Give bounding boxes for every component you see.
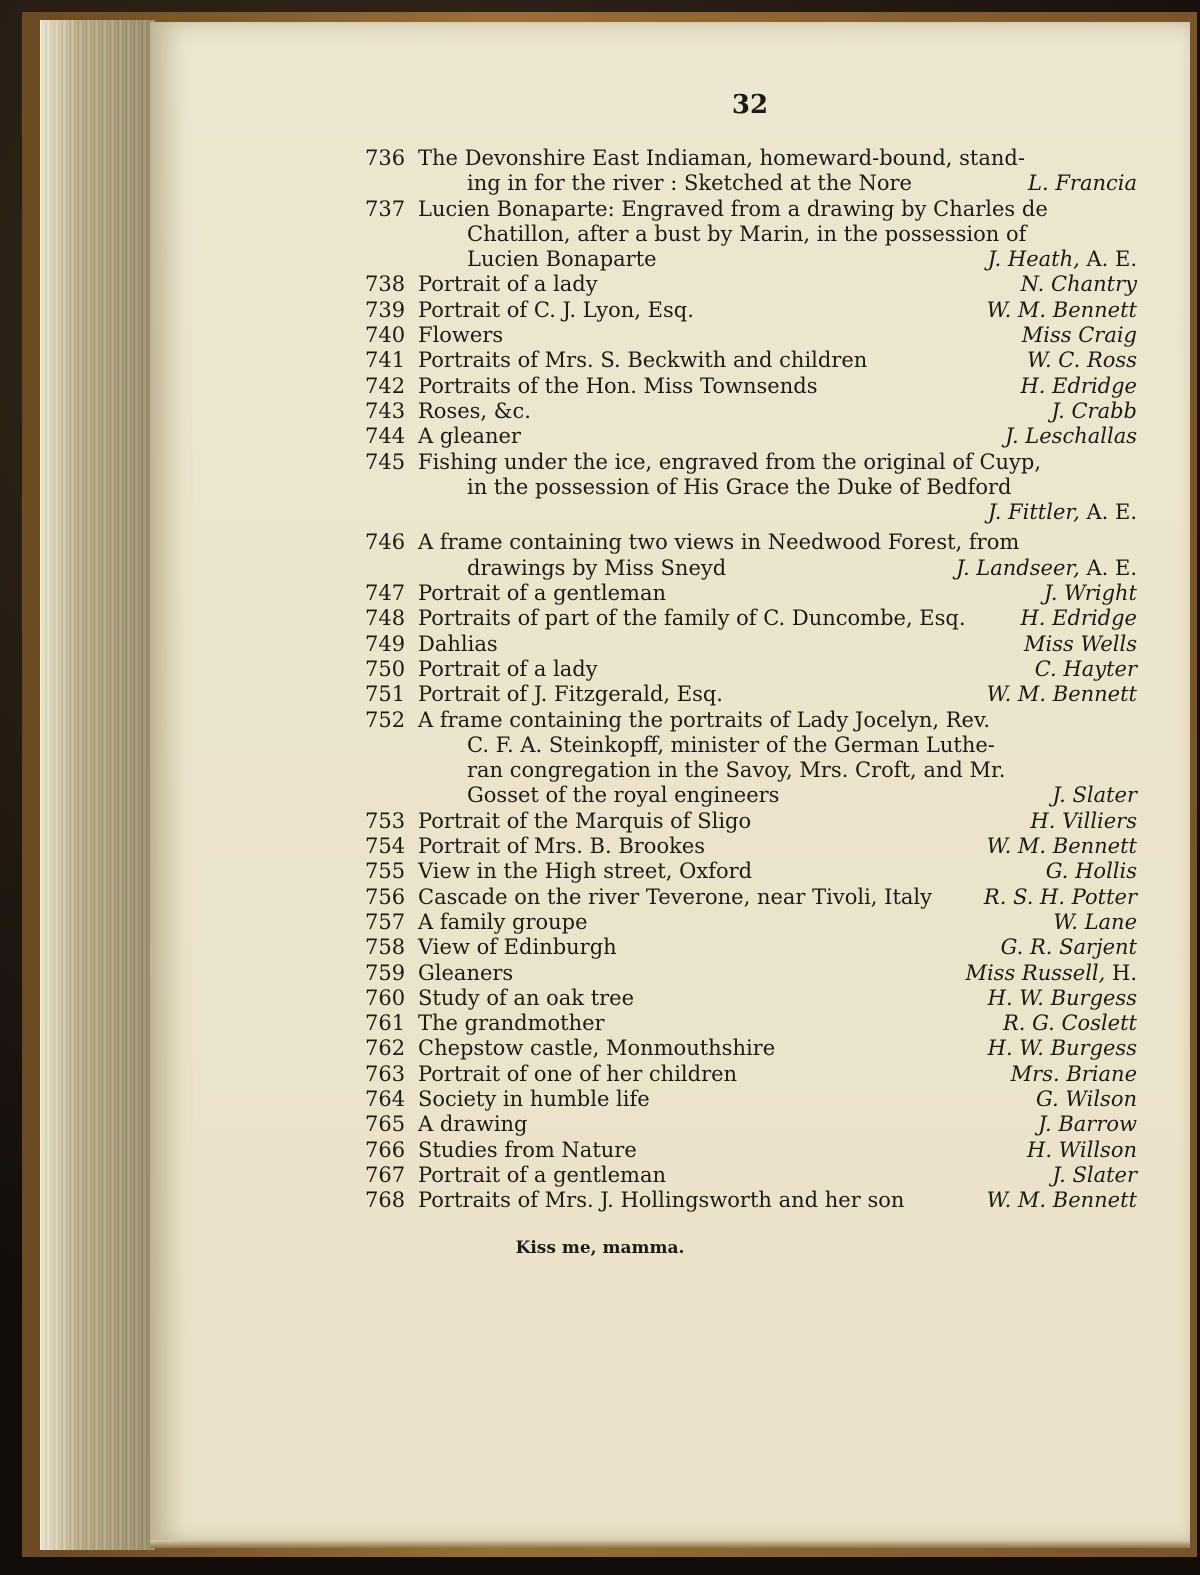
entry-number: 753 (365, 808, 406, 833)
catalogue-entry (365, 986, 1137, 1011)
catalogue-entry (365, 910, 1137, 935)
entry-title: Portrait of the Marquis of Sligo (418, 808, 752, 833)
entry-number: 760 (365, 985, 406, 1010)
entry-title: Portrait of C. J. Lyon, Esq. (418, 297, 694, 322)
entry-number: 748 (365, 606, 406, 631)
entry-number: 752 (365, 707, 406, 732)
entry-title: Portraits of part of the family of C. Duncombe, Esq. (418, 606, 966, 631)
catalogue-entries (365, 146, 1137, 1213)
catalogue-entry-continuation (365, 733, 1137, 758)
catalogue-entry (365, 606, 1137, 631)
artist-suffix: A. E. (1079, 500, 1137, 525)
entry-number: 740 (365, 323, 406, 348)
page-number: 32 (731, 90, 769, 120)
catalogue-entry-continuation (365, 475, 1137, 500)
catalogue-entry (365, 1062, 1137, 1087)
catalogue-entry (365, 632, 1137, 657)
catalogue-entry (365, 809, 1137, 834)
entry-number: 768 (365, 1188, 406, 1213)
entry-number: 766 (365, 1137, 406, 1162)
catalogue-entry (365, 146, 1137, 171)
entry-artist (988, 247, 1137, 272)
catalogue-entry (365, 348, 1137, 373)
artist-name: H. Villiers (1030, 808, 1137, 833)
entry-number: 742 (365, 373, 406, 398)
artist-name: J. Landseer, (956, 555, 1080, 580)
entry-artist (956, 556, 1137, 581)
artist-name: H. Edridge (1020, 373, 1137, 398)
entry-artist (987, 1188, 1137, 1213)
catalogue-entry-continuation (365, 556, 1137, 581)
entry-title: in the possession of His Grace the Duke of Bedford (467, 474, 1012, 499)
entry-title: Portraits of Mrs. J. Hollingsworth and her son (418, 1188, 905, 1213)
entry-title: drawings by Miss Sneyd (467, 555, 727, 580)
catalogue-entry (365, 323, 1137, 348)
artist-name: L. Francia (1028, 171, 1137, 196)
entry-title: Portrait of a lady (418, 656, 598, 681)
entry-artist (984, 885, 1137, 910)
entry-artist (1001, 935, 1137, 960)
entry-number: 738 (365, 272, 406, 297)
entry-number: 746 (365, 530, 406, 555)
artist-name: R. S. H. Potter (983, 884, 1137, 909)
catalogue-entry-continuation (365, 783, 1137, 808)
catchword-footer: Kiss me, mamma. (515, 1238, 685, 1258)
entry-title: Study of an oak tree (418, 985, 635, 1010)
entry-number: 759 (365, 960, 406, 985)
catalogue-entry (365, 581, 1137, 606)
entry-artist (1052, 1163, 1137, 1188)
artist-name: G. Hollis (1045, 859, 1137, 884)
entry-number: 744 (365, 424, 406, 449)
entry-title: C. F. A. Steinkopff, minister of the German Luthe- (467, 732, 995, 757)
entry-title: Portrait of a lady (418, 272, 598, 297)
artist-name: J. Slater (1052, 783, 1137, 808)
entry-number: 761 (365, 1011, 406, 1036)
catalogue-entry (365, 1138, 1137, 1163)
catalogue-entry (365, 272, 1137, 297)
artist-name: N. Chantry (1020, 272, 1137, 297)
entry-artist (1035, 657, 1137, 682)
entry-artist (1027, 348, 1137, 373)
catalogue-entry (365, 197, 1137, 222)
entry-title: Portrait of a gentleman (418, 1162, 667, 1187)
entry-title: Portrait of Mrs. B. Brookes (418, 834, 706, 859)
entry-title: Chatillon, after a bust by Marin, in the possession of (467, 221, 1027, 246)
artist-suffix: A. E. (1079, 555, 1137, 580)
entry-title: Cascade on the river Teverone, near Tivoli, Italy (418, 884, 932, 909)
catalogue-entry (365, 859, 1137, 884)
entry-title: Lucien Bonaparte: Engraved from a drawing by Charles de (418, 196, 1048, 221)
artist-suffix: H. (1105, 960, 1137, 985)
catalogue-entry (365, 1112, 1137, 1137)
entry-title: ran congregation in the Savoy, Mrs. Croft, and Mr. (467, 758, 1006, 783)
entry-title: The grandmother (418, 1011, 605, 1036)
entry-title: A frame containing two views in Needwood Forest, from (418, 530, 1020, 555)
entry-artist (1022, 323, 1137, 348)
entry-title: Chepstow castle, Monmouthshire (418, 1036, 776, 1061)
catalogue-entry (365, 399, 1137, 424)
artist-name: W. Lane (1053, 909, 1137, 934)
entry-number: 754 (365, 834, 406, 859)
catalogue-entry (365, 708, 1137, 733)
artist-name: H. Willson (1027, 1137, 1137, 1162)
artist-name: W. M. Bennett (986, 834, 1137, 859)
entry-artist (1051, 399, 1137, 424)
entry-artist (1005, 424, 1137, 449)
artist-name: J. Heath, (987, 247, 1080, 272)
entry-title: ing in for the river : Sketched at the Nore (467, 171, 912, 196)
entry-title: View of Edinburgh (418, 935, 617, 960)
artist-name: J. Barrow (1038, 1112, 1137, 1137)
entry-artist (1028, 171, 1137, 196)
entry-number: 755 (365, 859, 406, 884)
artist-name: H. W. Burgess (987, 985, 1137, 1010)
entry-artist (1020, 374, 1137, 399)
entry-artist (965, 961, 1137, 986)
entry-number: 757 (365, 909, 406, 934)
entry-title: A gleaner (418, 424, 521, 449)
entry-artist (987, 834, 1137, 859)
entry-artist (1038, 1112, 1137, 1137)
entry-number: 741 (365, 348, 406, 373)
entry-number: 767 (365, 1162, 406, 1187)
entry-number: 736 (365, 146, 406, 170)
artist-name: W. M. Bennett (986, 1188, 1137, 1213)
catalogue-entry (365, 935, 1137, 960)
entry-artist (987, 682, 1137, 707)
catalogue-entry (365, 1188, 1137, 1213)
entry-artist (988, 1036, 1137, 1061)
entry-title: View in the High street, Oxford (418, 859, 753, 884)
catalogue-entry (365, 1087, 1137, 1112)
artist-name: Miss Russell, (965, 960, 1106, 985)
entry-number: 745 (365, 449, 406, 474)
entry-number: 743 (365, 398, 406, 423)
artist-name: Mrs. Briane (1010, 1061, 1137, 1086)
catalogue-entry (365, 961, 1137, 986)
entry-title: The Devonshire East Indiaman, homeward-bound, stand- (418, 146, 1025, 170)
artist-name: W. C. Ross (1027, 348, 1137, 373)
artist-name: R. G. Coslett (1002, 1011, 1137, 1036)
catalogue-entry (365, 1011, 1137, 1036)
entry-number: 764 (365, 1086, 406, 1111)
artist-name: G. R. Sarjent (1000, 935, 1137, 960)
page-bottom-edge (150, 1540, 1190, 1548)
artist-name: W. M. Bennett (986, 682, 1137, 707)
entry-artist (1052, 783, 1137, 808)
entry-title: Society in humble life (418, 1086, 650, 1111)
catalogue-entry (365, 682, 1137, 707)
artist-name: Miss Craig (1021, 323, 1137, 348)
catalogue-entry (365, 450, 1137, 475)
entry-number: 758 (365, 935, 406, 960)
entry-artist (1003, 1011, 1137, 1036)
entry-title: Portrait of J. Fitzgerald, Esq. (418, 682, 723, 707)
catalogue-entry-continuation (365, 171, 1137, 196)
entry-artist (988, 500, 1137, 525)
entry-title: Portraits of Mrs. S. Beckwith and children (418, 348, 868, 373)
catalogue-entry (365, 657, 1137, 682)
catalogue-entry (365, 530, 1137, 555)
entry-title: Portraits of the Hon. Miss Townsends (418, 373, 818, 398)
artist-name: H. W. Burgess (987, 1036, 1137, 1061)
entry-title: Lucien Bonaparte (467, 247, 657, 272)
entry-number: 762 (365, 1036, 406, 1061)
entry-number: 751 (365, 682, 406, 707)
entry-title: Gleaners (418, 960, 514, 985)
entry-title: A family groupe (418, 909, 588, 934)
entry-artist (988, 986, 1137, 1011)
entry-title: Portrait of a gentleman (418, 581, 667, 606)
artist-name: J. Fittler, (987, 500, 1080, 525)
artist-name: H. Edridge (1020, 606, 1137, 631)
catalogue-entry (365, 885, 1137, 910)
entry-number: 737 (365, 196, 406, 221)
entry-number: 750 (365, 656, 406, 681)
entry-title: A frame containing the portraits of Lady Jocelyn, Rev. (418, 707, 991, 732)
entry-number: 749 (365, 631, 406, 656)
entry-artist (1046, 859, 1137, 884)
entry-number: 765 (365, 1112, 406, 1137)
entry-artist (1020, 606, 1137, 631)
entry-number: 756 (365, 884, 406, 909)
catalogue-entry-continuation (365, 247, 1137, 272)
catalogue-entry-continuation (365, 222, 1137, 247)
artist-name: C. Hayter (1034, 656, 1137, 681)
catalogue-entry (365, 1036, 1137, 1061)
entry-artist (1053, 910, 1137, 935)
entry-title: Fishing under the ice, engraved from the original of Cuyp, (418, 449, 1042, 474)
entry-title: Gosset of the royal engineers (467, 783, 780, 808)
entry-artist (1044, 581, 1137, 606)
entry-artist (1011, 1062, 1137, 1087)
artist-name: J. Slater (1052, 1162, 1137, 1187)
catalogue-entry (365, 834, 1137, 859)
entry-artist (1021, 272, 1137, 297)
catalogue-entry (365, 298, 1137, 323)
entry-title: Portrait of one of her children (418, 1061, 738, 1086)
entry-title: Dahlias (418, 631, 498, 656)
entry-number: 747 (365, 581, 406, 606)
catalogue-entry (365, 374, 1137, 399)
artist-name: G. Wilson (1036, 1086, 1137, 1111)
catalogue-entry (365, 1163, 1137, 1188)
entry-title: Flowers (418, 323, 504, 348)
catalogue-entry-continuation (365, 500, 1137, 525)
entry-artist (1024, 632, 1137, 657)
artist-suffix: A. E. (1079, 247, 1137, 272)
entry-title: Roses, &c. (418, 398, 531, 423)
artist-name: J. Leschallas (1005, 424, 1137, 449)
artist-name: J. Wright (1044, 581, 1137, 606)
catalogue-entry (365, 424, 1137, 449)
entry-title: Studies from Nature (418, 1137, 637, 1162)
fore-edge-shading (40, 20, 155, 1550)
entry-number: 763 (365, 1061, 406, 1086)
entry-artist (987, 298, 1137, 323)
entry-artist (1030, 809, 1137, 834)
entry-artist (1036, 1087, 1137, 1112)
entry-title: A drawing (418, 1112, 528, 1137)
entry-number: 739 (365, 297, 406, 322)
artist-name: Miss Wells (1024, 631, 1137, 656)
artist-name: W. M. Bennett (986, 297, 1137, 322)
entry-artist (1027, 1138, 1137, 1163)
catalogue-entry-continuation (365, 758, 1137, 783)
artist-name: J. Crabb (1051, 398, 1137, 423)
